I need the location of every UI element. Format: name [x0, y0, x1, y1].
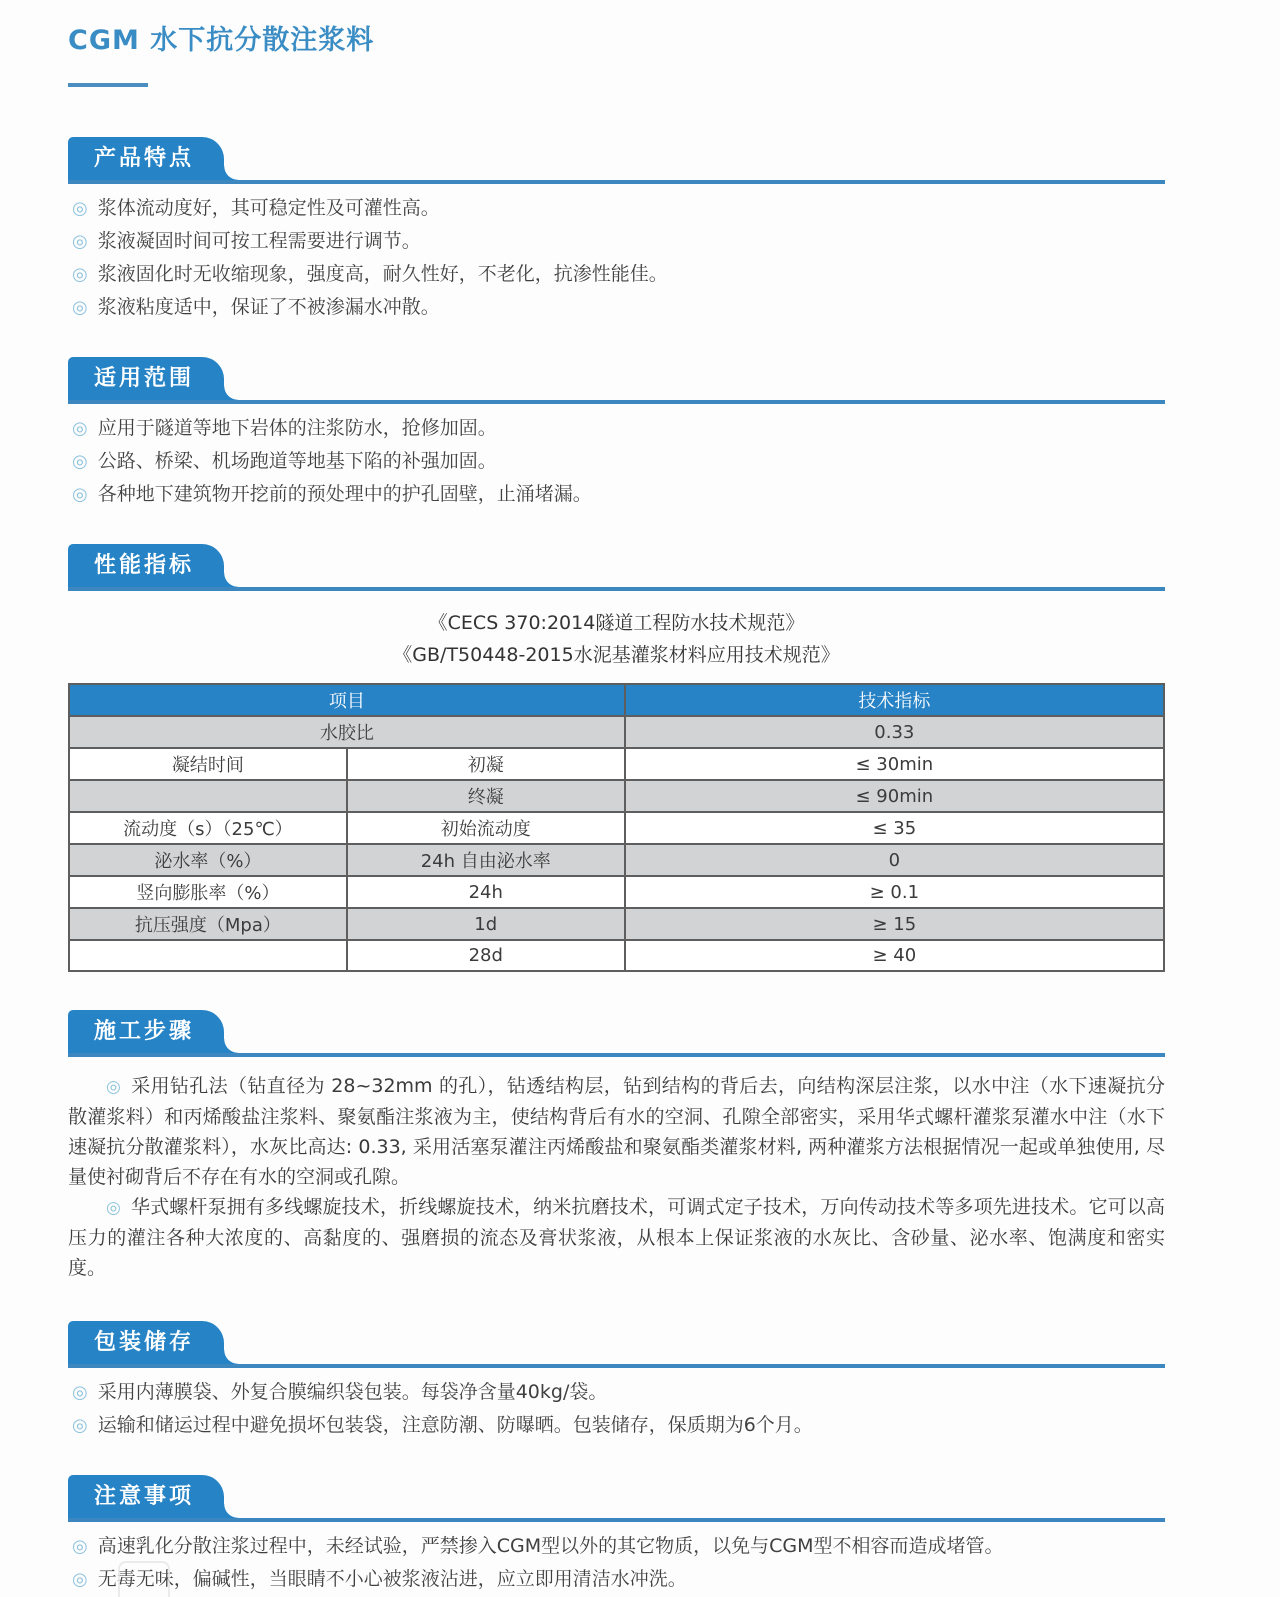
cell-value: ≤ 30min — [625, 748, 1164, 780]
list-item — [68, 263, 1165, 286]
table-row — [69, 812, 1164, 844]
standard-line: 《GB/T50448-2015水泥基灌浆材料应用技术规范》 — [393, 644, 840, 666]
ring-bullet-icon: ◎ — [106, 1077, 122, 1097]
standard-line: 《CECS 370:2014隧道工程防水技术规范》 — [428, 612, 805, 634]
list-item — [68, 1381, 1165, 1404]
bullet-text: 浆液粘度适中，保证了不被渗漏水冲散。 — [97, 296, 440, 318]
table-row — [69, 716, 1164, 748]
section-rule — [68, 544, 1165, 591]
section-notes — [68, 1475, 1165, 1591]
cell-sub: 初始流动度 — [347, 812, 625, 844]
paragraph-text: 采用钻孔法（钻直径为 28~32mm 的孔），钻透结构层，钻到结构的背后去，向结构深层注浆，以水中注（水下速凝抗分散灌浆料）和丙烯酸盐注浆料、聚氨酯注浆液为主，使结构背后有水的空洞、孔隙全部密实，采用华式螺杆灌浆泵灌水中注（水下速凝抗分散灌浆料），水灰比高达: 0.33, 采用活塞泵灌注丙烯酸盐和聚氨酯类灌浆材料, 两种灌浆方法根据情况一起或单独使用, 尽量使衬砌背后不存在有水的空洞或孔隙。 — [68, 1075, 1165, 1188]
section-rule — [68, 1010, 1165, 1057]
cell-value: 0 — [625, 844, 1164, 876]
scope-bullet-list — [68, 417, 1165, 506]
list-item — [68, 1414, 1165, 1437]
bullet-text: 浆体流动度好，其可稳定性及可灌性高。 — [97, 197, 440, 219]
bullet-text: 浆液固化时无收缩现象，强度高，耐久性好，不老化，抗渗性能佳。 — [97, 263, 668, 285]
bullet-text: 无毒无味，偏碱性，当眼睛不小心被浆液沾进，应立即用清洁水冲洗。 — [97, 1568, 687, 1590]
bullet-text: 应用于隧道等地下岩体的注浆防水，抢修加固。 — [97, 417, 497, 439]
bullet-text: 运输和储运过程中避免损坏包装袋，注意防潮、防曝晒。包装储存，保质期为6个月。 — [97, 1414, 813, 1436]
table-row — [69, 940, 1164, 971]
ring-bullet-icon: ◎ — [72, 1382, 88, 1403]
section-heading-badge: 包装储存 — [68, 1321, 224, 1364]
ring-bullet-icon: ◎ — [72, 297, 88, 318]
cell-value: 0.33 — [625, 716, 1164, 748]
ring-bullet-icon: ◎ — [72, 264, 88, 285]
list-item — [68, 296, 1165, 319]
table-row — [69, 748, 1164, 780]
ring-bullet-icon: ◎ — [106, 1198, 121, 1218]
list-item — [68, 483, 1165, 506]
cell-item: 流动度（s）（25℃） — [69, 812, 347, 844]
cell-value: ≥ 40 — [625, 940, 1164, 971]
bullet-text: 浆液凝固时间可按工程需要进行调节。 — [97, 230, 421, 252]
cell-sub: 24h 自由泌水率 — [347, 844, 625, 876]
ring-bullet-icon: ◎ — [72, 1536, 88, 1557]
section-packaging — [68, 1321, 1165, 1437]
section-rule — [68, 357, 1165, 404]
cell-value: ≤ 90min — [625, 780, 1164, 812]
ring-bullet-icon: ◎ — [72, 451, 88, 472]
paragraph — [68, 1071, 1165, 1192]
cell-value: ≤ 35 — [625, 812, 1164, 844]
standards-references — [68, 607, 1165, 671]
cell-sub: 28d — [347, 940, 625, 971]
cell-item: 凝结时间 — [69, 748, 347, 780]
cell-sub: 1d — [347, 908, 625, 940]
section-heading-badge: 适用范围 — [68, 357, 224, 400]
ring-bullet-icon: ◎ — [72, 418, 88, 439]
list-item — [68, 450, 1165, 473]
ring-bullet-icon: ◎ — [72, 484, 88, 505]
section-scope — [68, 357, 1165, 506]
cell-sub: 24h — [347, 876, 625, 908]
list-item — [68, 230, 1165, 253]
page-title: CGM 水下抗分散注浆料 — [68, 25, 375, 56]
paragraph — [68, 1192, 1165, 1283]
cell-item: 泌水率（%） — [69, 844, 347, 876]
cell-item — [69, 940, 347, 971]
table-row — [69, 780, 1164, 812]
section-heading-badge: 施工步骤 — [68, 1010, 224, 1053]
table-row — [69, 876, 1164, 908]
faint-watermark-shape — [118, 1561, 170, 1597]
cell-item: 抗压强度（Mpa） — [69, 908, 347, 940]
list-item — [68, 1568, 1165, 1591]
section-features — [68, 137, 1165, 319]
cell-item: 水胶比 — [69, 716, 625, 748]
section-heading-badge: 性能指标 — [68, 544, 224, 587]
ring-bullet-icon: ◎ — [72, 1569, 88, 1590]
bullet-text: 采用内薄膜袋、外复合膜编织袋包装。每袋净含量40kg/袋。 — [97, 1381, 608, 1403]
bullet-text: 高速乳化分散注浆过程中，未经试验，严禁掺入CGM型以外的其它物质，以免与CGM型不相容而造成堵管。 — [97, 1535, 1004, 1557]
section-performance — [68, 544, 1165, 972]
features-bullet-list — [68, 197, 1165, 319]
performance-table — [68, 683, 1165, 972]
bullet-text: 各种地下建筑物开挖前的预处理中的护孔固壁，止涌堵漏。 — [97, 483, 592, 505]
cell-item — [69, 780, 347, 812]
cell-sub: 终凝 — [347, 780, 625, 812]
section-rule — [68, 137, 1165, 184]
section-heading-badge: 产品特点 — [68, 137, 224, 180]
ring-bullet-icon: ◎ — [72, 1415, 88, 1436]
list-item — [68, 1535, 1165, 1558]
cell-sub: 初凝 — [347, 748, 625, 780]
cell-value: ≥ 0.1 — [625, 876, 1164, 908]
section-heading-badge: 注意事项 — [68, 1475, 224, 1518]
ring-bullet-icon: ◎ — [72, 231, 88, 252]
table-header-cell-item: 项目 — [69, 684, 625, 716]
title-underline — [68, 83, 148, 87]
list-item — [68, 197, 1165, 220]
table-row — [69, 908, 1164, 940]
cell-value: ≥ 15 — [625, 908, 1164, 940]
section-construction — [68, 1010, 1165, 1283]
section-rule — [68, 1475, 1165, 1522]
construction-paragraphs — [68, 1071, 1165, 1283]
paragraph-text: 华式螺杆泵拥有多线螺旋技术，折线螺旋技术，纳米抗磨技术，可调式定子技术，万向传动技术等多项先进技术。它可以高压力的灌注各种大浓度的、高黏度的、强磨损的流态及膏状浆液，从根本上保证浆液的水灰比、含砂量、泌水率、饱满度和密实度。 — [68, 1196, 1165, 1279]
ring-bullet-icon: ◎ — [72, 198, 88, 219]
cell-item: 竖向膨胀率（%） — [69, 876, 347, 908]
notes-bullet-list — [68, 1535, 1165, 1591]
table-header-cell-indicator: 技术指标 — [625, 684, 1164, 716]
bullet-text: 公路、桥梁、机场跑道等地基下陷的补强加固。 — [97, 450, 497, 472]
section-rule — [68, 1321, 1165, 1368]
table-header-row — [69, 684, 1164, 716]
table-row — [69, 844, 1164, 876]
list-item — [68, 417, 1165, 440]
packaging-bullet-list — [68, 1381, 1165, 1437]
